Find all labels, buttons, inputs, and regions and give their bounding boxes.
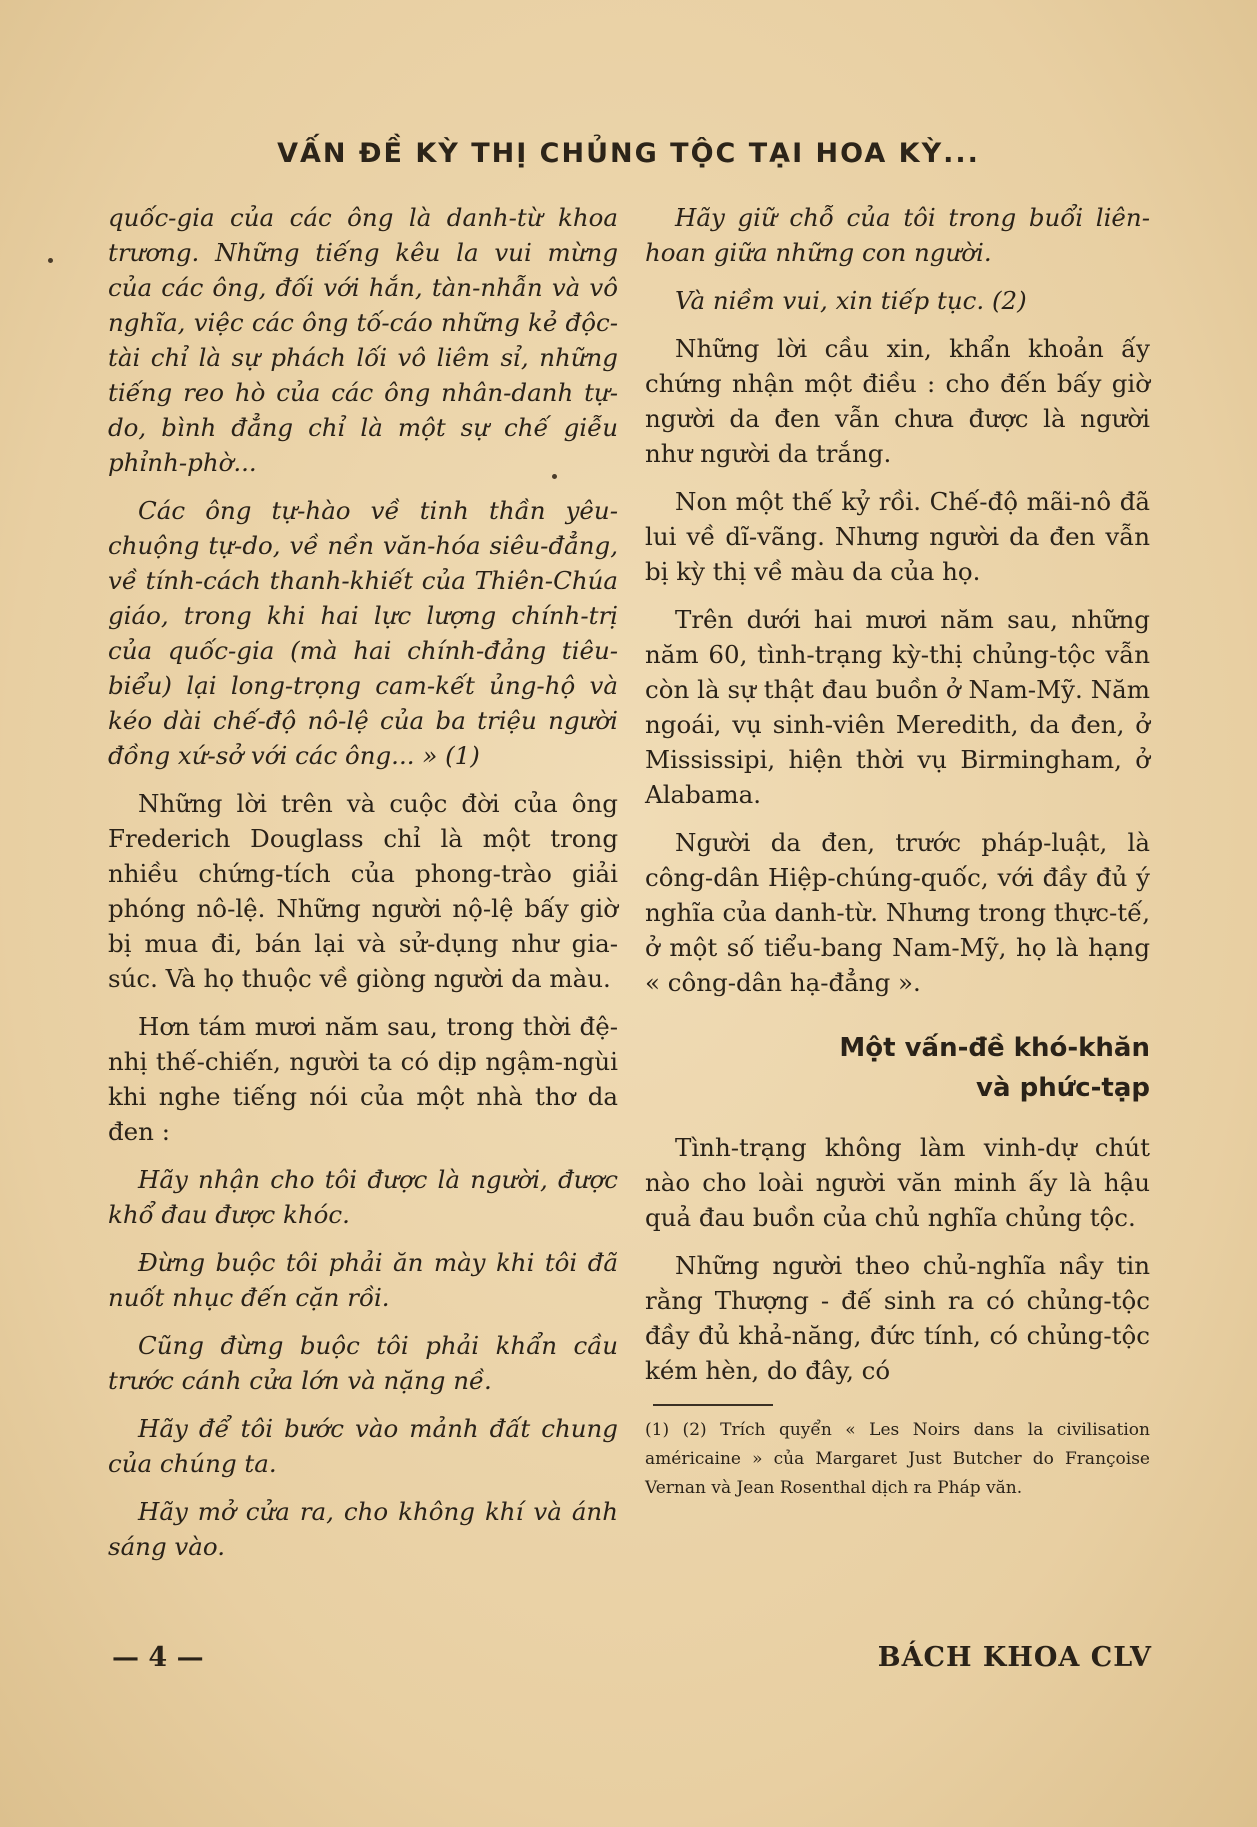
section-heading-line: và phức-tạp [976,1073,1150,1103]
left-column [108,200,618,1577]
poem-line: Hãy để tôi bước vào mảnh đất chung của chúng ta. [108,1414,618,1478]
paragraph: Những lời trên và cuộc đời của ông Frederich Douglass chỉ là một trong nhiều chứng-tích của phong-trào giải phóng nô-lệ. Những người nộ-lệ bấy giờ bị mua đi, bán lại và sử-dụng như gia-súc. Và họ thuộc về giòng người da màu. [108,789,618,993]
paragraph: quốc-gia của các ông là danh-từ khoa trương. Những tiếng kêu la vui mừng của các ông, đối với hắn, tàn-nhẫn và vô nghĩa, việc các ông tố-cáo những kẻ độc-tài chỉ là sự phách lối vô liêm sỉ, những tiếng reo hò của các ông nhân-danh tự-do, bình đẳng chỉ là một sự chế giễu phỉnh-phờ... [108,203,618,477]
section-heading [645,1028,1150,1108]
ink-speck [48,258,53,263]
paragraph: Hơn tám mươi năm sau, trong thời đệ-nhị thế-chiến, người ta có dịp ngậm-ngùi khi nghe tiếng nói của một nhà thơ da đen : [108,1012,618,1146]
poem-line: Hãy nhận cho tôi được là người, được khổ đau được khóc. [108,1165,618,1229]
page-number: — 4 — [112,1642,204,1673]
running-header: VẤN ĐỀ KỲ THỊ CHỦNG TỘC TẠI HOA KỲ... [277,138,980,169]
poem-line: Đừng buộc tôi phải ăn mày khi tôi đã nuốt nhục đến cặn rồi. [108,1248,618,1312]
paragraph: Người da đen, trước pháp-luật, là công-dân Hiệp-chúng-quốc, với đầy đủ ý nghĩa của danh-từ. Nhưng trong thực-tế, ở một số tiểu-bang Nam-Mỹ, họ là hạng « công-dân hạ-đẳng ». [645,828,1150,997]
paragraph: Các ông tự-hào về tinh thần yêu-chuộng tự-do, về nền văn-hóa siêu-đẳng, về tính-cách thanh-khiết của Thiên-Chúa giáo, trong khi hai lực lượng chính-trị của quốc-gia (mà hai chính-đảng tiêu-biểu) lại long-trọng cam-kết ủng-hộ và kéo dài chế-độ nô-lệ của ba triệu người đồng xứ-sở với các ông... » (1) [108,496,618,770]
poem-line: Hãy giữ chỗ của tôi trong buổi liên-hoan giữa những con người. [645,203,1150,267]
footnote-rule [653,1404,773,1406]
section-heading-line: Một vấn-đề khó-khăn [839,1033,1150,1063]
paragraph: Những người theo chủ-nghĩa nầy tin rằng Thượng - đế sinh ra có chủng-tộc đầy đủ khả-năng, đức tính, có chủng-tộc kém hèn, do đây, có [645,1251,1150,1385]
poem-line: Hãy mở cửa ra, cho không khí và ánh sáng vào. [108,1497,618,1561]
paragraph: Non một thế kỷ rồi. Chế-độ mãi-nô đã lui về dĩ-vãng. Nhưng người da đen vẫn bị kỳ thị về màu da của họ. [645,487,1150,586]
right-column [645,200,1150,1503]
journal-name: BÁCH KHOA CLV [877,1642,1152,1673]
paragraph: Trên dưới hai mươi năm sau, những năm 60, tình-trạng kỳ-thị chủng-tộc vẫn còn là sự thật đau buồn ở Nam-Mỹ. Năm ngoái, vụ sinh-viên Meredith, da đen, ở Mississipi, hiện thời vụ Birmingham, ở Alabama. [645,605,1150,809]
paragraph: Tình-trạng không làm vinh-dự chút nào cho loài người văn minh ấy là hậu quả đau buồn của chủ nghĩa chủng tộc. [645,1133,1150,1232]
paragraph: Những lời cầu xin, khẩn khoản ấy chứng nhận một điều : cho đến bấy giờ người da đen vẫn chưa được là người như người da trắng. [645,334,1150,468]
poem-line: Và niềm vui, xin tiếp tục. (2) [675,286,1027,315]
footnote: (1) (2) Trích quyển « Les Noirs dans la civilisation américaine » của Margaret Just Butcher do Françoise Vernan và Jean Rosenthal dịch ra Pháp văn. [645,1420,1150,1498]
poem-line: Cũng đừng buộc tôi phải khẩn cầu trước cánh cửa lớn và nặng nề. [108,1331,618,1395]
